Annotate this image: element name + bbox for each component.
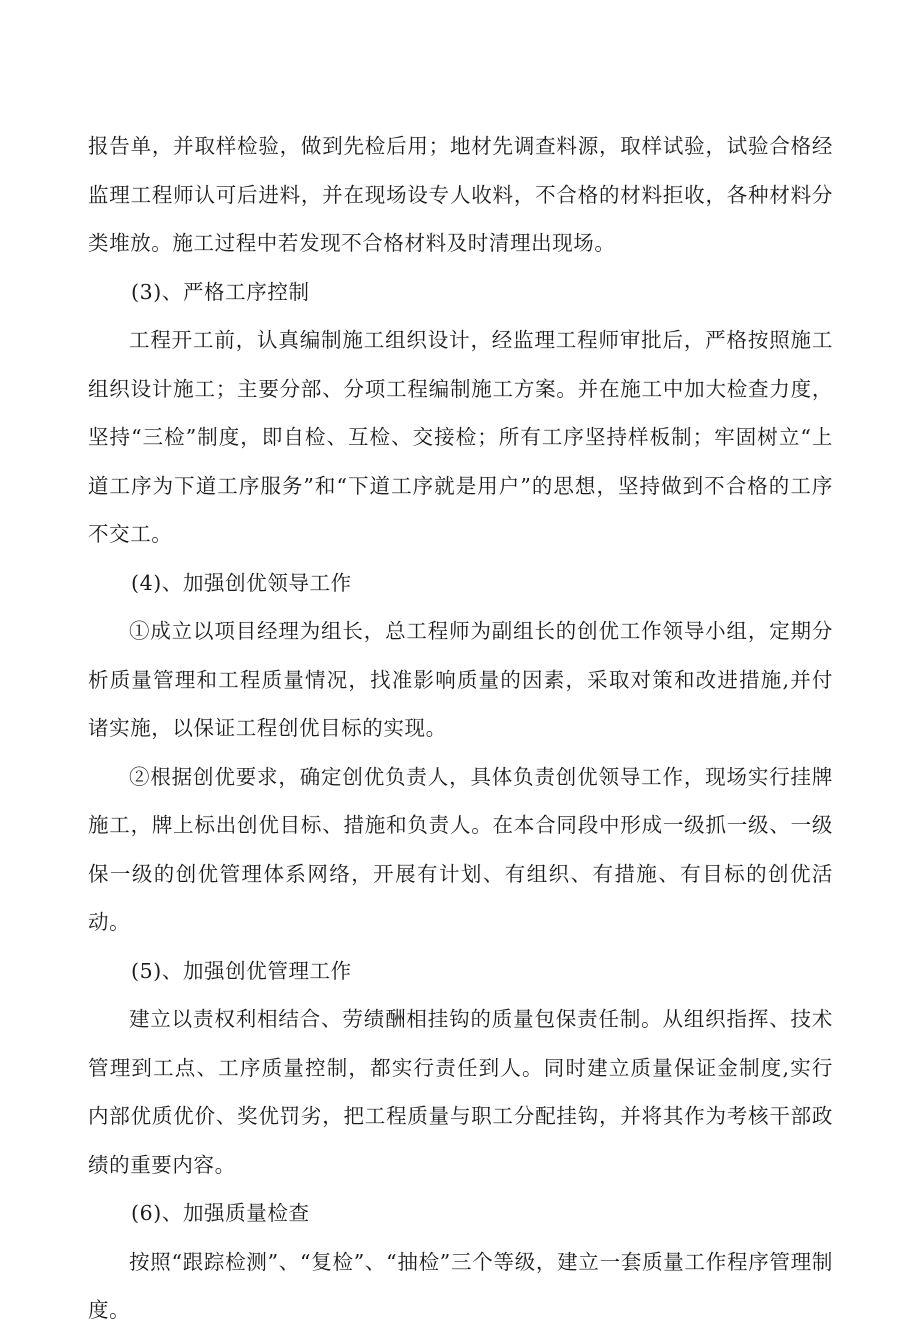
paragraph-continuation: 报告单，并取样检验，做到先检后用；地材先调查料源，取样试验，试验合格经监理工程师认可后进料，并在现场设专人收料，不合格的材料拒收，各种材料分类堆放。施工过程中若发现不合格材料及时清理出现场。: [88, 134, 833, 255]
document-body: [88, 122, 833, 1335]
paragraph-quality-inspection: 按照“跟踪检测”、“复检”、“抽检”三个等级，建立一套质量工作程序管理制度。: [88, 1249, 833, 1322]
paragraph-management-work: 建立以责权利相结合、劳绩酬相挂钩的质量包保责任制。从组织指挥、技术管理到工点、工序质量控制，都实行责任到人。同时建立质量保证金制度,实行内部优质优价、奖优罚劣，把工程质量与职工分配挂钩，并将其作为考核干部政绩的重要内容。: [88, 1007, 833, 1177]
section-heading-5: (5)、加强创优管理工作: [131, 958, 352, 983]
paragraph-process-control: 工程开工前，认真编制施工组织设计，经监理工程师审批后，严格按照施工组织设计施工；主要分部、分项工程编制施工方案。并在施工中加大检查力度，坚持“三检”制度，即自检、互检、交接检；所有工序坚持样板制；牢固树立“上道工序为下道工序服务”和“下道工序就是用户”的思想，坚持做到不合格的工序不交工。: [88, 328, 833, 546]
paragraph-leadership-responsibility: ②根据创优要求，确定创优负责人，具体负责创优领导工作，现场实行挂牌施工，牌上标出创优目标、措施和负责人。在本合同段中形成一级抓一级、一级保一级的创优管理体系网络，开展有计划、有组织、有措施、有目标的创优活动。: [88, 764, 833, 934]
section-heading-6: (6)、加强质量检查: [131, 1201, 310, 1225]
paragraph-leadership-group: ①成立以项目经理为组长，总工程师为副组长的创优工作领导小组，定期分析质量管理和工程质量情况，找准影响质量的因素，采取对策和改进措施,并付诸实施，以保证工程创优目标的实现。: [88, 619, 833, 740]
section-heading-4: (4)、加强创优领导工作: [131, 570, 352, 595]
section-heading-3: (3)、严格工序控制: [131, 279, 310, 304]
